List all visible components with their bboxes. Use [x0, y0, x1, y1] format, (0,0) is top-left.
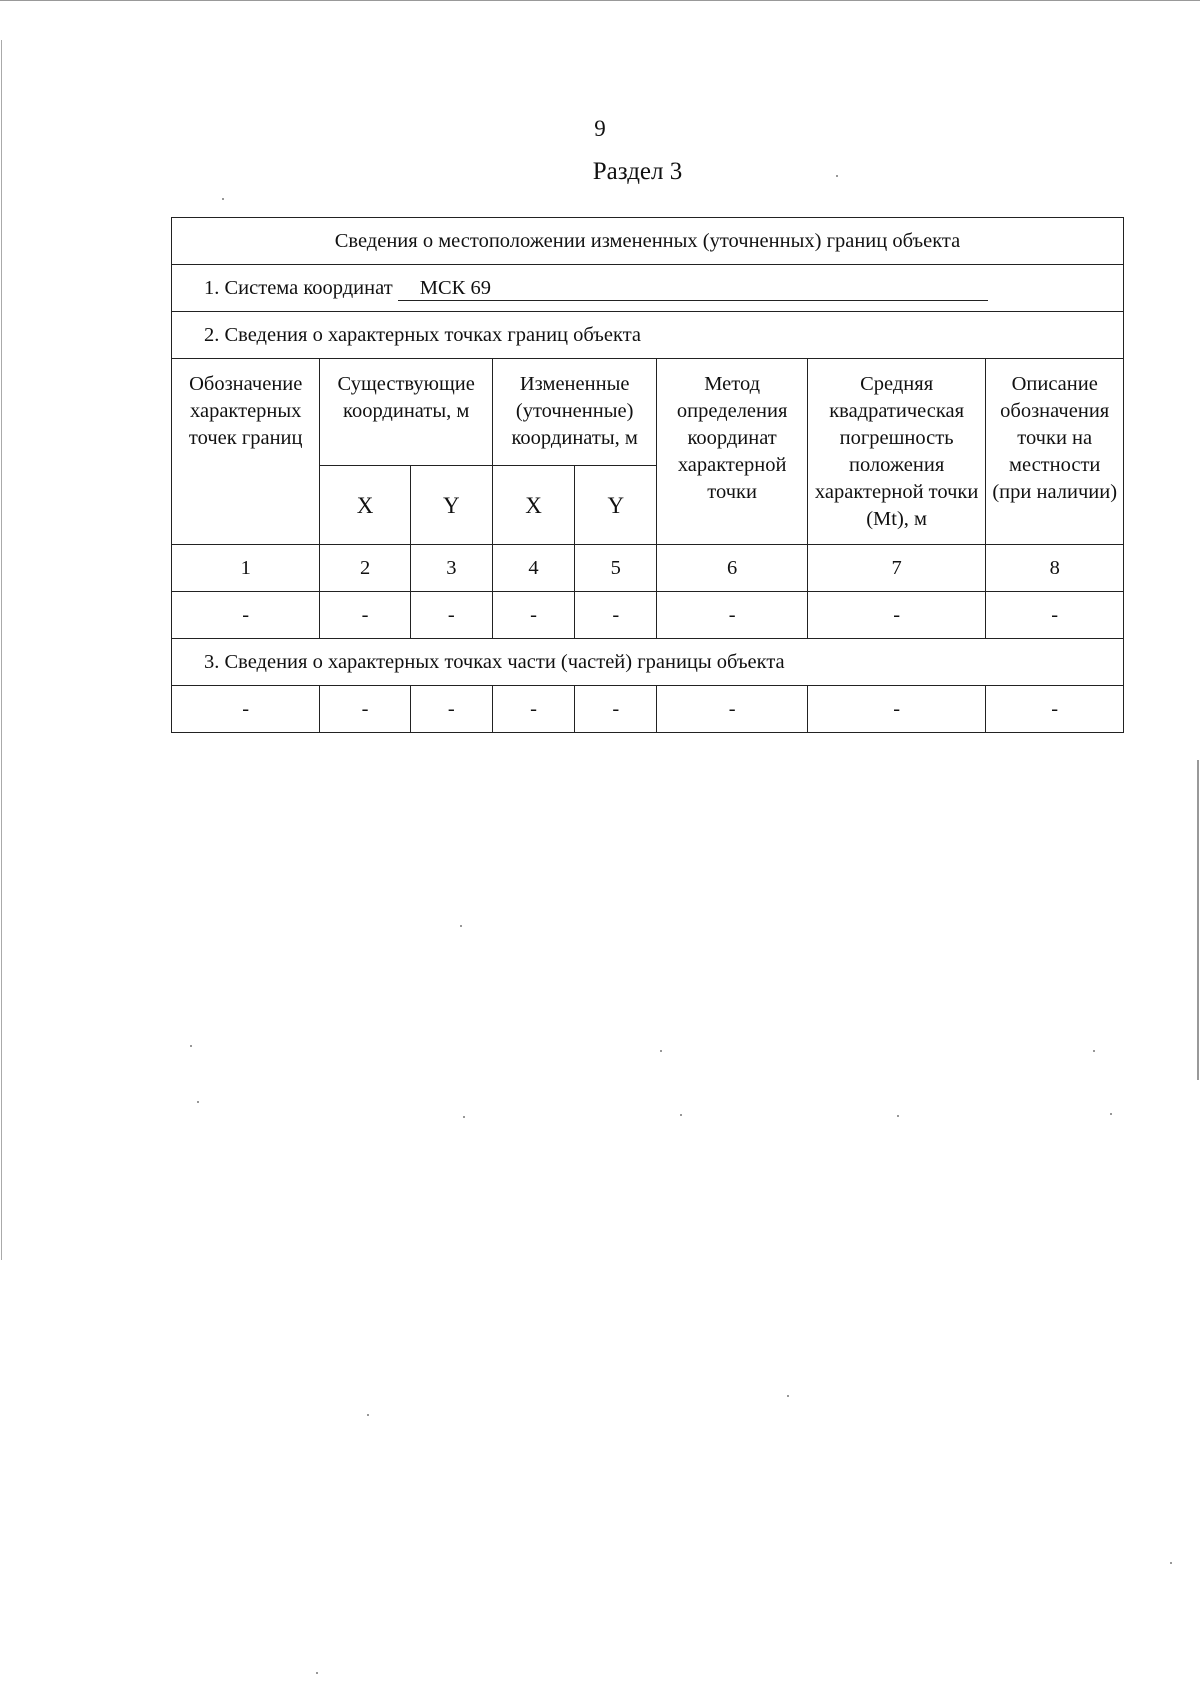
table-row	[172, 686, 1124, 733]
scan-speck	[190, 1045, 192, 1047]
table-cell: -	[172, 686, 320, 733]
column-number: 7	[807, 545, 986, 592]
table-cell: -	[986, 686, 1124, 733]
column-number: 3	[410, 545, 492, 592]
scan-speck	[1093, 1050, 1095, 1052]
header-description: Описание обозначения точки на местности (при наличии)	[986, 359, 1124, 545]
column-number: 6	[657, 545, 807, 592]
header-existing-x: X	[320, 466, 410, 545]
coord-system-value: МСК 69	[419, 276, 491, 299]
scan-speck	[316, 1672, 318, 1674]
table-cell: -	[172, 592, 320, 639]
section3-label: 3. Сведения о характерных точках части (частей) границы объекта	[172, 639, 1124, 686]
scan-speck	[787, 1395, 789, 1397]
scan-speck	[460, 925, 462, 927]
header-mean-square-error: Средняя квадратическая погрешность положения характерной точки (Mt), м	[807, 359, 986, 545]
table-cell: -	[492, 592, 574, 639]
table-cell: -	[575, 686, 657, 733]
table-cell: -	[320, 592, 410, 639]
scan-speck	[367, 1414, 369, 1416]
scan-edge-left	[1, 40, 2, 1260]
header-changed-x: X	[492, 466, 574, 545]
scan-speck	[197, 1101, 199, 1103]
header-existing-y: Y	[410, 466, 492, 545]
boundary-info-table	[171, 217, 1124, 733]
scan-speck	[897, 1115, 899, 1117]
scan-speck	[680, 1114, 682, 1116]
table-row	[172, 592, 1124, 639]
scan-edge-top	[0, 0, 1200, 1]
table-cell: -	[410, 592, 492, 639]
table-cell: -	[657, 686, 807, 733]
coord-system-label: 1. Система координат	[204, 276, 393, 299]
table-cell: -	[807, 686, 986, 733]
header-existing-coordinates: Существующие координаты, м	[320, 359, 493, 466]
table-cell: -	[575, 592, 657, 639]
table-cell: -	[320, 686, 410, 733]
column-number: 5	[575, 545, 657, 592]
scan-speck	[836, 175, 838, 177]
scan-speck	[222, 198, 224, 200]
scan-speck	[463, 1116, 465, 1118]
scan-speck	[660, 1050, 662, 1052]
table-cell: -	[986, 592, 1124, 639]
header-method: Метод определения координат характерной точки	[657, 359, 807, 545]
column-number: 1	[172, 545, 320, 592]
page-number: 9	[594, 116, 606, 141]
scan-speck	[1110, 1113, 1112, 1115]
section-title: Раздел 3	[592, 158, 683, 185]
header-changed-coordinates: Измененные (уточненные) координаты, м	[492, 359, 656, 466]
table-title: Сведения о местоположении измененных (уточненных) границ объекта	[172, 218, 1124, 265]
header-point-designation: Обозначение характерных точек границ	[172, 359, 320, 545]
column-number: 2	[320, 545, 410, 592]
header-changed-y: Y	[575, 466, 657, 545]
column-number: 4	[492, 545, 574, 592]
scan-speck	[1170, 1562, 1172, 1564]
scan-edge-right	[1197, 760, 1199, 1080]
table-cell: -	[807, 592, 986, 639]
coord-system-row	[172, 265, 1124, 312]
table-cell: -	[492, 686, 574, 733]
table-cell: -	[410, 686, 492, 733]
column-number: 8	[986, 545, 1124, 592]
section2-label: 2. Сведения о характерных точках границ объекта	[172, 312, 1124, 359]
table-cell: -	[657, 592, 807, 639]
